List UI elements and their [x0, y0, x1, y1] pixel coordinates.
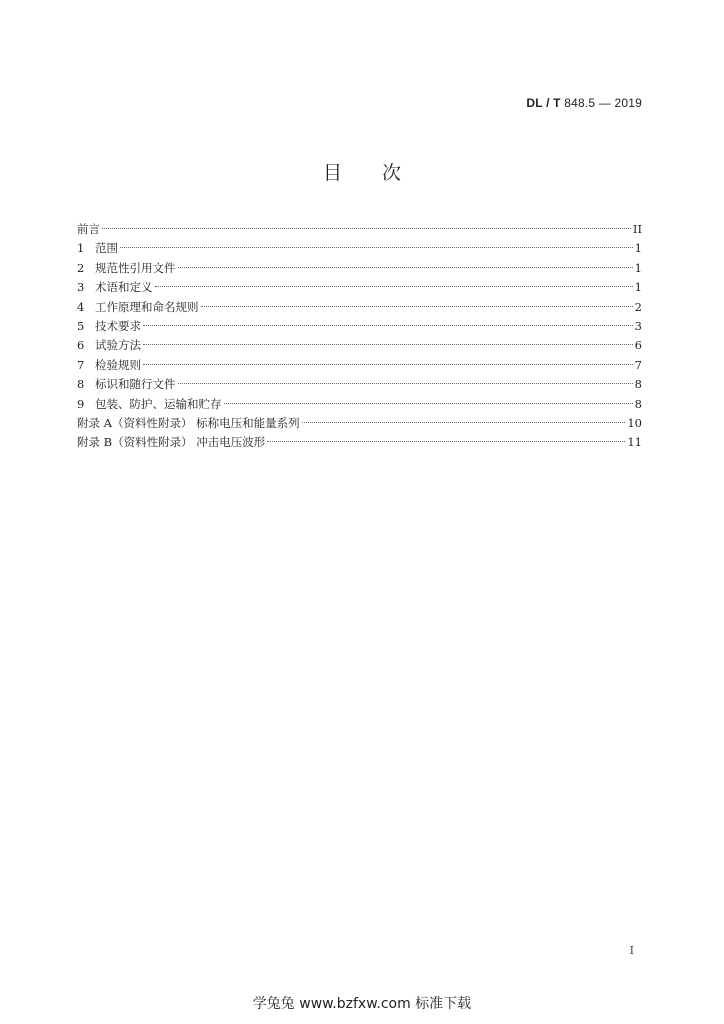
toc-entry-9[interactable] [77, 395, 642, 414]
toc-entry-3[interactable] [77, 278, 642, 297]
toc-entry-page: 1 [634, 260, 642, 275]
toc-entry-number: 5 [77, 318, 85, 333]
toc-leader-dots [224, 403, 633, 404]
toc-entry-page: 11 [627, 435, 642, 450]
standard-code-number: 848.5 — 2019 [560, 96, 642, 110]
toc-entry-number: 4 [77, 299, 85, 314]
toc-entry-number: 3 [77, 280, 85, 295]
standard-code-prefix: DL / T [526, 96, 561, 110]
toc-entry-7[interactable] [77, 356, 642, 375]
toc-entry-label: 附录 B（资料性附录） 冲击电压波形 [77, 435, 266, 450]
toc-entry-page: 10 [627, 415, 642, 430]
toc-entry-label: 范围 [95, 241, 118, 256]
toc-leader-dots [155, 286, 633, 287]
toc-entry-page: 1 [634, 241, 642, 256]
toc-leader-dots [143, 364, 633, 365]
toc-entry-number: 1 [77, 241, 85, 256]
page-title-char-1: 目 [322, 162, 342, 184]
toc-entry-label: 规范性引用文件 [95, 260, 176, 275]
toc-entry-label: 检验规则 [95, 357, 141, 372]
toc-entry-number: 8 [77, 377, 85, 392]
toc-leader-dots [267, 441, 625, 442]
toc-entry-label: 前言 [77, 222, 100, 236]
toc-entry-number: 9 [77, 396, 85, 411]
toc-entry-foreword[interactable] [77, 220, 642, 239]
toc-entry-page: 2 [634, 299, 642, 314]
toc-entry-number: 2 [77, 260, 85, 275]
toc-entry-8[interactable] [77, 375, 642, 394]
toc-entry-appendix-a[interactable] [77, 414, 642, 433]
page-title-char-2: 次 [382, 162, 402, 184]
toc-leader-dots [201, 306, 633, 307]
toc-leader-dots [120, 247, 633, 248]
toc-entry-4[interactable] [77, 298, 642, 317]
toc-entry-1[interactable] [77, 239, 642, 258]
page-number: I [629, 944, 634, 957]
toc-entry-page: 6 [634, 338, 642, 353]
page-title [0, 158, 724, 185]
toc-entry-2[interactable] [77, 259, 642, 278]
toc-leader-dots [143, 325, 633, 326]
toc-leader-dots [302, 422, 626, 423]
toc-entry-label: 术语和定义 [95, 280, 153, 295]
standard-code [526, 96, 642, 110]
toc-entry-label: 工作原理和命名规则 [95, 299, 199, 314]
toc-entry-page: 3 [634, 318, 642, 333]
toc-entry-appendix-b[interactable] [77, 433, 642, 452]
toc-entry-page: 8 [634, 377, 642, 392]
toc-entry-page: 7 [634, 357, 642, 372]
watermark-text: 学兔兔 www.bzfxw.com 标准下载 [252, 996, 472, 1012]
toc-entry-label: 标识和随行文件 [95, 377, 176, 392]
toc-entry-label: 附录 A（资料性附录） 标称电压和能量系列 [77, 415, 300, 430]
toc-entry-label: 试验方法 [95, 338, 141, 353]
toc-entry-number: 7 [77, 357, 85, 372]
toc-entry-page: II [632, 222, 642, 236]
toc-leader-dots [143, 344, 633, 345]
toc-entry-label: 包装、防护、运输和贮存 [95, 396, 222, 411]
toc-leader-dots [178, 383, 633, 384]
toc-entry-6[interactable] [77, 336, 642, 355]
toc-leader-dots [102, 228, 631, 229]
toc-entry-5[interactable] [77, 317, 642, 336]
toc-entry-page: 8 [634, 396, 642, 411]
toc-leader-dots [178, 267, 633, 268]
toc-entry-page: 1 [634, 280, 642, 295]
toc-entry-number: 6 [77, 338, 85, 353]
table-of-contents [77, 220, 642, 453]
toc-entry-label: 技术要求 [95, 318, 141, 333]
